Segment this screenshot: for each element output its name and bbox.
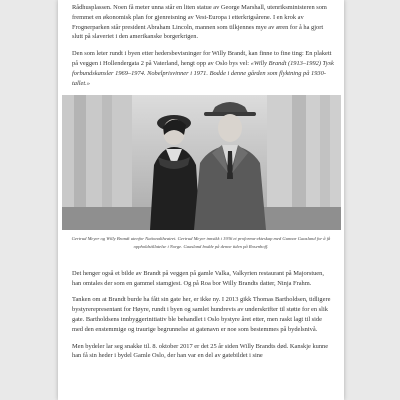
article-page <box>58 0 344 400</box>
paragraph-anniversary: Men bydeler lar seg snakke til. 8. oktober 2017 er det 25 år siden Willy Brandts død. Kanskje kunne han få sin heder i bydel Gamle Oslo, der han var en del av gatebildet i sine <box>72 342 329 360</box>
photo-caption: Gertrud Meyer og Willy Brandt utenfor Nationaltheatret. Gertrud Meyer innsikk i 1936 et proforma-ekteskap med Gunnar Gaasland for å få oppholdstillatelse i Norge. Gaasland bodde på denne tiden på Rosenhoff. <box>71 236 331 249</box>
paragraph-valka: Det henger også et bilde av Brandt på veggen på gamle Valka, Valkyrien restaurant på Majorstuen, han omtales der som en gammel stamgjest. Og på Roa bor Willy Brandts datter, Ninja Frahm. <box>72 269 324 287</box>
paragraph-bartholdsen: Tanken om at Brandt burde ha fått sin gate her, er ikke ny. I 2013 gikk Thomas Bartholdsen, tidligere bystyrerepresentant for Høyre, rundt i byen og samlet hundrevis av underskrifter til støtte for en slik gate. Bartholdsens innbyggerinitiativ ble behandlet i Oslo bystyre året etter, men raskt lagt til side med den enstemmige og traurige begrunnelse at gatenavn er noe som bestemmes på bydelsnivå. <box>72 296 331 333</box>
article-photo <box>62 95 341 230</box>
paragraph-plaque <box>72 49 334 88</box>
plaque-quote: «Willy Brandt (1913–1992) Tysk forbundskansler 1969–1974. Nobelprisvinner i 1971. Bodde i denne gården som flyktning på 1930-tallet.» <box>72 59 334 87</box>
photo-image <box>62 95 341 230</box>
article-body <box>58 0 344 361</box>
plaque-intro: Den som leter rundt i byen etter hedersbevisninger for Willy Brandt, kan finne to fine ting: En plakett på veggen i Hollendergata 2 på Vaterland, hengt opp av Oslo bys vel: <box>72 50 332 67</box>
paragraph-statues: Rådhusplassen. Noen få meter unna står en liten statue av George Marshall, utenriksministeren som fremmet en økonomisk plan for gjenreisning av Vest-Europa i etterkrigsårene. I en krok av Frognerparken står president Abraham Lincoln, mannen som tilkjennes mye av æren for å ha gjort slutt på slaveriet i den amerikanske borgerkrigen. <box>72 4 327 41</box>
